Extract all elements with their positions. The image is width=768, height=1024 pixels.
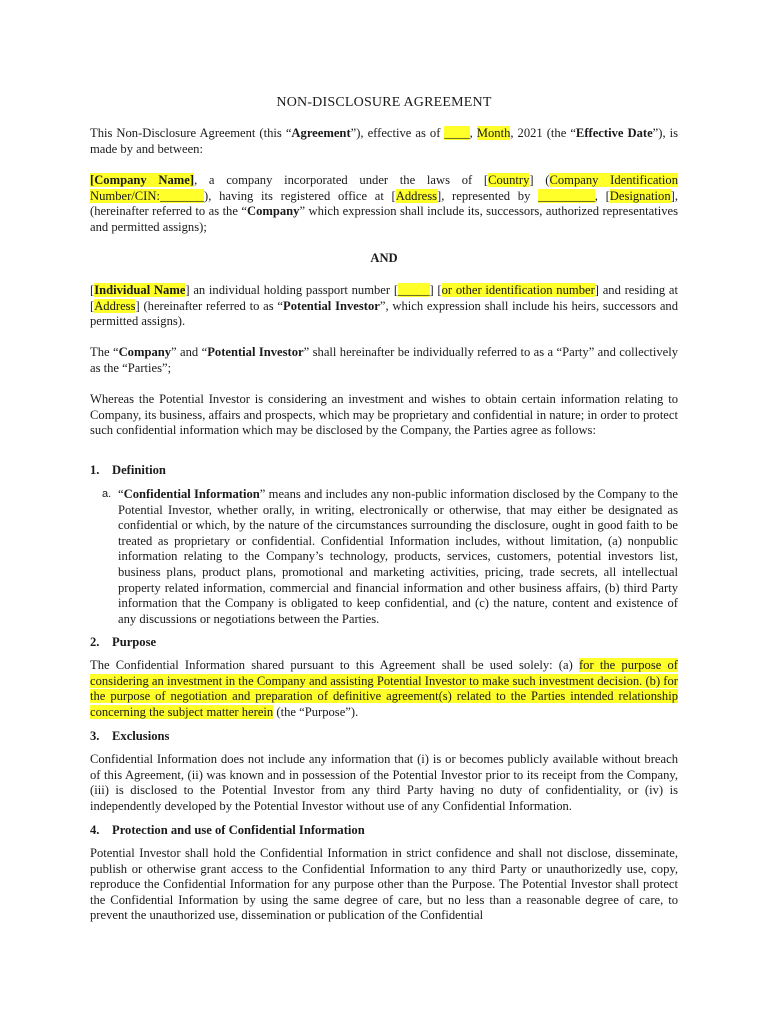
cin-field: Company Identification Number/CIN:_______ <box>90 173 679 203</box>
investor-text: ] and residing at [ <box>90 283 678 313</box>
agreement-term: Agreement <box>291 126 351 140</box>
section-title: Definition <box>112 463 166 477</box>
company-text: , a company incorporated under the laws of [ <box>194 173 489 187</box>
parties-text: ” shall hereinafter be individually referred to as a “Party” and collectively as the “Parties”; <box>90 345 678 375</box>
section-number: 1. <box>90 463 100 477</box>
section-number: 3. <box>90 729 100 743</box>
intro-text: ”), effective as of <box>350 126 445 140</box>
country-field: Country <box>488 173 530 187</box>
parties-paragraph <box>90 345 678 376</box>
potential-investor-term: Potential Investor <box>283 298 380 313</box>
list-marker: a. <box>102 488 112 500</box>
section-title: Purpose <box>112 635 157 649</box>
exclusions-paragraph: Confidential Information does not include any information that (i) is or becomes publicly available without breach of this Agreement, (ii) was known and in possession of the Potential Investor prior to its receipt from the Company, (iii) is disclosed to the Potential Investor from any third Party having no duty of confidentiality, or (iv) is independently developed by the Potential Investor without use of any Confidential Information. <box>90 752 678 813</box>
company-text: ] ( <box>529 173 550 187</box>
definition-item <box>102 487 678 627</box>
passport-blank-field: _____ <box>398 283 430 297</box>
company-term: Company <box>246 204 300 219</box>
company-text: ), having its registered office at [ <box>204 188 396 203</box>
and-separator: AND <box>370 251 398 265</box>
parties-text: The “ <box>90 345 119 359</box>
investor-paragraph <box>90 283 678 330</box>
investor-text: ] [ <box>429 283 442 297</box>
purpose-highlighted-text: for the purpose of considering an investment in the Company and assisting Potential Investor to make such investment decision. (b) for the purpose of negotiation and preparation of definitive agreement(s) related to the Parties intended relationship concerning the subject matter herein <box>90 658 678 719</box>
section-heading-exclusions <box>90 729 678 745</box>
whereas-paragraph: Whereas the Potential Investor is considering an investment and wishes to obtain certain information relating to Company, its business, affairs and prospects, which may be proprietary and confidential in nature; in order to protect such confidential information which may be disclosed by the Company, the Parties agree as follows: <box>90 392 678 438</box>
other-id-field: or other identification number <box>441 283 595 297</box>
section-heading-protection <box>90 823 678 839</box>
company-text: ], represented by <box>437 188 539 203</box>
investor-address-field: Address <box>94 298 136 313</box>
section-number: 4. <box>90 823 100 837</box>
effective-date-term: Effective Date <box>575 126 653 140</box>
definition-text: ” means and includes any non-public information disclosed by the Company to the Potential Investor, whether orally, in writing, electronically or otherwise, that may either be designated as confidential or which, by the nature of the circumstances surrounding the disclosure, ought in good faith to be treated as proprietary or confidential. Confidential Information includes, without limitation, (a) nonpublic information relating to the Company’s technology, products, services, customers, potential investors list, business plans, product plans, promotional and marketing activities, pricing, trade secrets, all intellectual property related information, commercial and financial information and other business affairs, (b) third Party information that the Company is obligated to keep confidential, and (c) the nature, content and existence of any discussions or negotiations between the Parties. <box>118 487 678 626</box>
potential-investor-term: Potential Investor <box>207 345 304 359</box>
confidential-information-term: Confidential Information <box>123 487 260 501</box>
company-term: Company <box>118 345 172 359</box>
investor-text: [ <box>90 283 95 297</box>
definition-text: “ <box>118 487 124 501</box>
individual-name-field: Individual Name <box>94 283 186 297</box>
company-name-field: [Company Name] <box>90 173 195 187</box>
parties-text: ” and “ <box>171 345 208 359</box>
intro-text: ”), is made by and between: <box>90 126 679 156</box>
protection-paragraph: Potential Investor shall hold the Confidential Information in strict confidence and shall not disclose, disseminate, publish or otherwise grant access to the Confidential Information to any third Party or unauthorizedly use, copy, reproduce the Confidential Information for any purpose other than the Purpose. The Potential Investor shall protect the Confidential Information by using the same degree of care, but no less than a reasonable degree of care, to prevent the unauthorized use, dissemination or publication of the Confidential <box>90 846 678 923</box>
section-title: Protection and use of Confidential Information <box>112 823 365 837</box>
company-text: , [ <box>594 188 610 203</box>
investor-text: ] an individual holding passport number [ <box>185 283 399 297</box>
month-field: Month <box>476 126 511 140</box>
section-heading-definition <box>90 463 678 479</box>
day-blank-field: ____ <box>444 126 470 140</box>
intro-text: This Non-Disclosure Agreement (this “ <box>90 126 292 140</box>
intro-paragraph <box>90 126 678 157</box>
designation-field: Designation <box>609 188 671 203</box>
purpose-paragraph <box>90 658 678 720</box>
representative-blank-field: _________ <box>538 188 595 203</box>
section-number: 2. <box>90 635 100 649</box>
company-text: ], (hereinafter referred to as the “ <box>90 188 678 219</box>
company-paragraph <box>90 173 678 235</box>
section-heading-purpose <box>90 635 678 651</box>
company-text: ” which expression shall include its, successors, authorized representatives and permitted assigns); <box>90 204 678 234</box>
section-title: Exclusions <box>112 729 170 743</box>
investor-text: ”, which expression shall include his heirs, successors and permitted assigns). <box>90 298 679 329</box>
company-address-field: Address <box>395 188 438 203</box>
intro-text: , <box>469 126 477 140</box>
purpose-text: The Confidential Information shared pursuant to this Agreement shall be used solely: (a) <box>90 658 579 672</box>
purpose-text: (the “Purpose”). <box>273 704 359 719</box>
document-title: NON-DISCLOSURE AGREEMENT <box>276 95 492 110</box>
intro-text: , 2021 (the “ <box>510 126 576 140</box>
investor-text: ] (hereinafter referred to as “ <box>135 298 284 313</box>
